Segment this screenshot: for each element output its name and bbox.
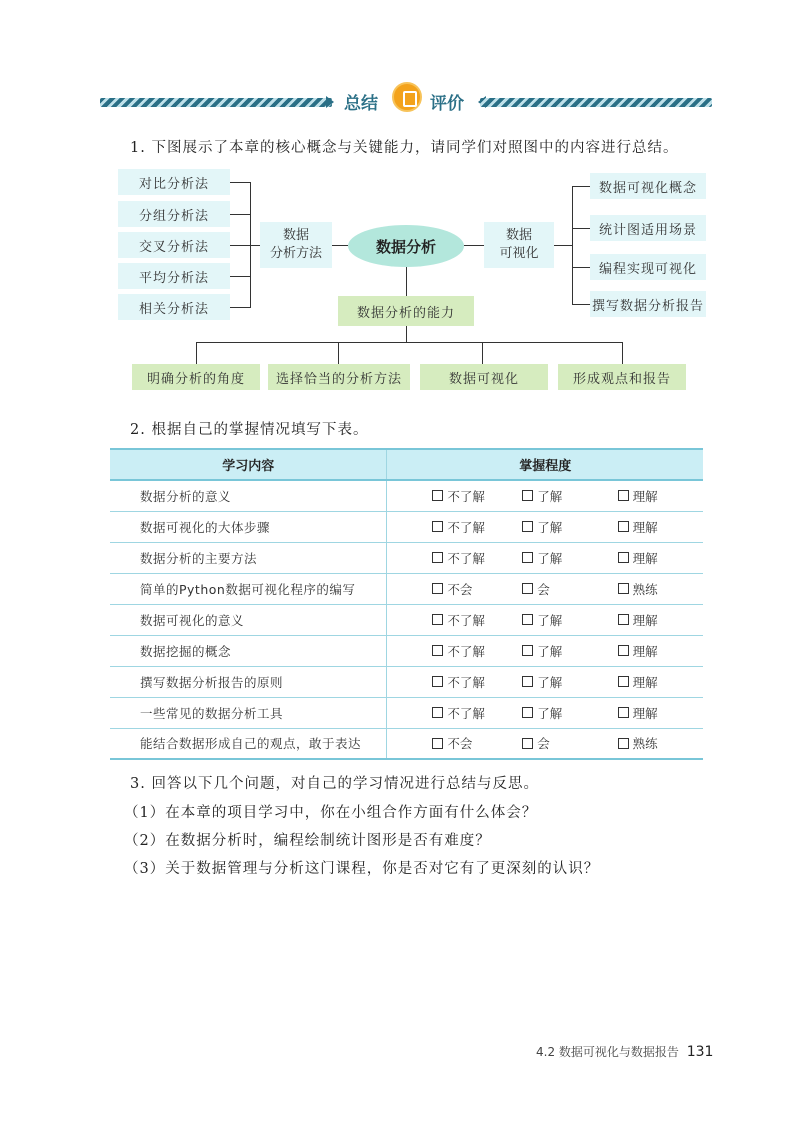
option-label: 了解 (537, 674, 563, 690)
checkbox-icon[interactable] (618, 738, 629, 749)
checkbox-icon[interactable] (522, 707, 533, 718)
checkbox-icon[interactable] (432, 645, 443, 656)
learning-item: 一些常见的数据分析工具 (110, 697, 387, 728)
table-row (110, 635, 703, 666)
checkbox-icon[interactable] (432, 676, 443, 687)
checkbox-icon[interactable] (522, 583, 533, 594)
checkbox-icon[interactable] (618, 490, 629, 501)
option-label: 不会 (447, 736, 473, 752)
option-label: 了解 (537, 705, 563, 721)
checkbox-icon[interactable] (618, 521, 629, 532)
ability-item: 选择恰当的分析方法 (268, 364, 410, 390)
ability-item: 数据可视化 (420, 364, 548, 390)
mastery-option[interactable] (432, 642, 485, 660)
option-label: 了解 (537, 488, 563, 504)
mastery-option[interactable] (522, 704, 562, 722)
learning-item: 能结合数据形成自己的观点，敢于表达 (110, 728, 387, 759)
left-item: 平均分析法 (118, 263, 230, 289)
ability-item: 明确分析的角度 (132, 364, 260, 390)
mastery-option[interactable] (432, 704, 485, 722)
sub-question: （3）关于数据管理与分析这门课程，你是否对它有了更深刻的认识？ (124, 861, 600, 877)
mastery-option[interactable] (432, 580, 472, 598)
option-label: 了解 (537, 643, 563, 659)
checkbox-icon[interactable] (432, 583, 443, 594)
option-label: 不了解 (447, 643, 485, 659)
section-banner (100, 88, 712, 116)
checkbox-icon[interactable] (522, 552, 533, 563)
mastery-option[interactable] (432, 673, 485, 691)
checkbox-icon[interactable] (618, 614, 629, 625)
table-row (110, 511, 703, 542)
option-label: 不会 (447, 581, 473, 597)
method-node: 数据 分析方法 (260, 222, 332, 268)
table-row (110, 542, 703, 573)
checkbox-icon[interactable] (432, 552, 443, 563)
question-3: 3. 回答以下几个问题，对自己的学习情况进行总结与反思。 (130, 776, 539, 792)
banner-stripe-right (480, 98, 712, 107)
mastery-option[interactable] (618, 580, 658, 598)
checkbox-icon[interactable] (522, 490, 533, 501)
left-item: 分组分析法 (118, 201, 230, 227)
checkbox-icon[interactable] (432, 521, 443, 532)
mastery-option[interactable] (432, 518, 485, 536)
mastery-option[interactable] (522, 549, 562, 567)
mastery-option[interactable] (618, 673, 658, 691)
checkbox-icon[interactable] (432, 614, 443, 625)
option-label: 了解 (537, 519, 563, 535)
learning-item: 数据分析的主要方法 (110, 542, 387, 573)
banner-title-evaluation: 评价 (430, 94, 464, 114)
option-label: 了解 (537, 612, 563, 628)
option-label: 会 (537, 736, 550, 752)
ability-item: 形成观点和报告 (558, 364, 686, 390)
right-item: 统计图适用场景 (590, 215, 706, 241)
table-row (110, 697, 703, 728)
table-row (110, 728, 703, 759)
sub-question: （1）在本章的项目学习中，你在小组合作方面有什么体会？ (124, 805, 538, 821)
left-item: 对比分析法 (118, 169, 230, 195)
checkbox-icon[interactable] (618, 583, 629, 594)
banner-stripe-left (100, 98, 332, 107)
right-item: 数据可视化概念 (590, 173, 706, 199)
pencil-badge-icon (392, 82, 422, 112)
mastery-option[interactable] (522, 580, 550, 598)
mastery-option[interactable] (432, 487, 485, 505)
mastery-option[interactable] (432, 549, 485, 567)
learning-item: 简单的Python数据可视化程序的编写 (110, 573, 387, 604)
option-label: 不了解 (447, 612, 485, 628)
table-row (110, 666, 703, 697)
mastery-option[interactable] (618, 642, 658, 660)
checkbox-icon[interactable] (618, 707, 629, 718)
mastery-option[interactable] (522, 642, 562, 660)
option-label: 不了解 (447, 705, 485, 721)
checkbox-icon[interactable] (522, 614, 533, 625)
checkbox-icon[interactable] (522, 738, 533, 749)
mastery-option[interactable] (618, 734, 658, 752)
checkbox-icon[interactable] (522, 645, 533, 656)
option-label: 理解 (632, 643, 658, 659)
option-label: 不了解 (447, 519, 485, 535)
mastery-option[interactable] (522, 673, 562, 691)
checkbox-icon[interactable] (432, 490, 443, 501)
learning-item: 数据可视化的意义 (110, 604, 387, 635)
mastery-option[interactable] (522, 518, 562, 536)
option-label: 理解 (632, 519, 658, 535)
right-item: 编程实现可视化 (590, 254, 706, 280)
sub-question: （2）在数据分析时，编程绘制统计图形是否有难度？ (124, 833, 491, 849)
mastery-option[interactable] (432, 611, 485, 629)
mastery-option[interactable] (522, 487, 562, 505)
mastery-option[interactable] (522, 734, 550, 752)
left-item: 交叉分析法 (118, 232, 230, 258)
mastery-option[interactable] (618, 704, 658, 722)
ability-node: 数据分析的能力 (338, 296, 474, 326)
left-item: 相关分析法 (118, 294, 230, 320)
option-label: 熟练 (632, 736, 658, 752)
checkbox-icon[interactable] (432, 707, 443, 718)
option-label: 理解 (632, 550, 658, 566)
option-label: 不了解 (447, 550, 485, 566)
option-label: 了解 (537, 550, 563, 566)
mastery-table (110, 448, 703, 760)
mastery-option[interactable] (432, 734, 472, 752)
banner-title-summary: 总结 (344, 94, 378, 114)
mastery-option[interactable] (618, 549, 658, 567)
banner-arrow-left (326, 96, 334, 108)
mastery-option[interactable] (618, 487, 658, 505)
learning-item: 数据可视化的大体步骤 (110, 511, 387, 542)
option-label: 会 (537, 581, 550, 597)
learning-item: 撰写数据分析报告的原则 (110, 666, 387, 697)
checkbox-icon[interactable] (618, 645, 629, 656)
option-label: 理解 (632, 674, 658, 690)
footer-section: 4.2 数据可视化与数据报告 (536, 1045, 679, 1059)
checkbox-icon[interactable] (618, 676, 629, 687)
mastery-option[interactable] (522, 611, 562, 629)
checkbox-icon[interactable] (522, 676, 533, 687)
option-label: 不了解 (447, 674, 485, 690)
page-number: 131 (686, 1044, 714, 1060)
table-header: 学习内容 (110, 449, 387, 480)
right-item: 撰写数据分析报告 (590, 291, 706, 317)
option-label: 理解 (632, 612, 658, 628)
checkbox-icon[interactable] (432, 738, 443, 749)
option-label: 理解 (632, 705, 658, 721)
checkbox-icon[interactable] (618, 552, 629, 563)
learning-item: 数据分析的意义 (110, 480, 387, 511)
table-row (110, 573, 703, 604)
table-row (110, 604, 703, 635)
page-footer (536, 1043, 713, 1060)
mastery-option[interactable] (618, 611, 658, 629)
table-row (110, 480, 703, 511)
table-header: 掌握程度 (387, 449, 703, 480)
option-label: 不了解 (447, 488, 485, 504)
mastery-option[interactable] (618, 518, 658, 536)
learning-item: 数据挖掘的概念 (110, 635, 387, 666)
option-label: 理解 (632, 488, 658, 504)
center-node: 数据分析 (348, 225, 464, 267)
option-label: 熟练 (632, 581, 658, 597)
question-1: 1. 下图展示了本章的核心概念与关键能力，请同学们对照图中的内容进行总结。 (130, 140, 679, 156)
visualization-node: 数据 可视化 (484, 222, 554, 268)
question-2: 2. 根据自己的掌握情况填写下表。 (130, 422, 369, 438)
checkbox-icon[interactable] (522, 521, 533, 532)
